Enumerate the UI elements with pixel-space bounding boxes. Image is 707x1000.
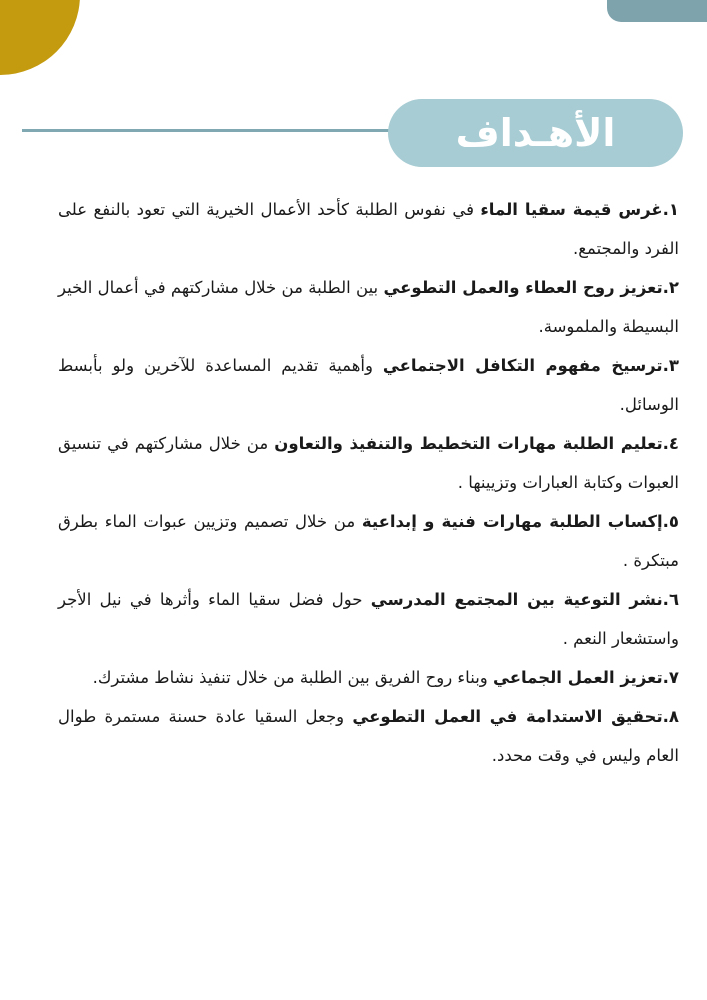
title-rule bbox=[22, 129, 402, 132]
goal-text: وأهمية تقديم المساعدة للآخرين ولو بأبسط الوسائل. bbox=[58, 356, 679, 414]
goal-item-2 bbox=[58, 268, 679, 346]
goal-text: من خلال تصميم وتزيين عبوات الماء بطرق مبتكرة . bbox=[58, 512, 679, 570]
goal-item-7 bbox=[58, 658, 679, 697]
goal-number: ١. bbox=[662, 200, 679, 219]
goal-item-3 bbox=[58, 346, 679, 424]
goals-list bbox=[58, 190, 679, 775]
goal-highlight: ترسيخ مفهوم التكافل الاجتماعي bbox=[382, 356, 663, 375]
goal-number: ٥. bbox=[662, 512, 679, 531]
goal-highlight: تعزيز العمل الجماعي bbox=[493, 668, 663, 687]
goal-number: ٣. bbox=[662, 356, 679, 375]
page-title: الأهـداف bbox=[455, 111, 616, 155]
goal-item-8 bbox=[58, 697, 679, 775]
goal-number: ٧. bbox=[662, 668, 679, 687]
goal-item-6 bbox=[58, 580, 679, 658]
goal-text: في نفوس الطلبة كأحد الأعمال الخيرية التي تعود بالنفع على الفرد والمجتمع. bbox=[58, 200, 679, 258]
goal-number: ٤. bbox=[662, 434, 679, 453]
goal-highlight: نشر التوعية بين المجتمع المدرسي bbox=[370, 590, 663, 609]
goal-highlight: تعزيز روح العطاء والعمل التطوعي bbox=[383, 278, 663, 297]
goal-text: وبناء روح الفريق بين الطلبة من خلال تنفيذ نشاط مشترك. bbox=[92, 668, 493, 687]
goal-text: بين الطلبة من خلال مشاركتهم في أعمال الخير البسيطة والملموسة. bbox=[58, 278, 679, 336]
goal-number: ٢. bbox=[662, 278, 679, 297]
goal-highlight: غرس قيمة سقيا الماء bbox=[480, 200, 663, 219]
goal-number: ٦. bbox=[662, 590, 680, 609]
goal-item-5 bbox=[58, 502, 679, 580]
goal-item-1 bbox=[58, 190, 679, 268]
title-banner bbox=[388, 99, 683, 167]
goal-number: ٨. bbox=[662, 707, 679, 726]
goal-text: من خلال مشاركتهم في تنسيق العبوات وكتابة العبارات وتزيينها . bbox=[58, 434, 679, 492]
goal-highlight: إكساب الطلبة مهارات فنية و إبداعية bbox=[361, 512, 663, 531]
decorative-corner-tab bbox=[607, 0, 707, 22]
goal-item-4 bbox=[58, 424, 679, 502]
decorative-corner-circle bbox=[0, 0, 80, 75]
goal-text: حول فضل سقيا الماء وأثرها في نيل الأجر واستشعار النعم . bbox=[58, 590, 679, 648]
goal-highlight: تعليم الطلبة مهارات التخطيط والتنفيذ والتعاون bbox=[274, 434, 663, 453]
goal-highlight: تحقيق الاستدامة في العمل التطوعي bbox=[352, 707, 663, 726]
goal-text: وجعل السقيا عادة حسنة مستمرة طوال العام وليس في وقت محدد. bbox=[58, 707, 679, 765]
